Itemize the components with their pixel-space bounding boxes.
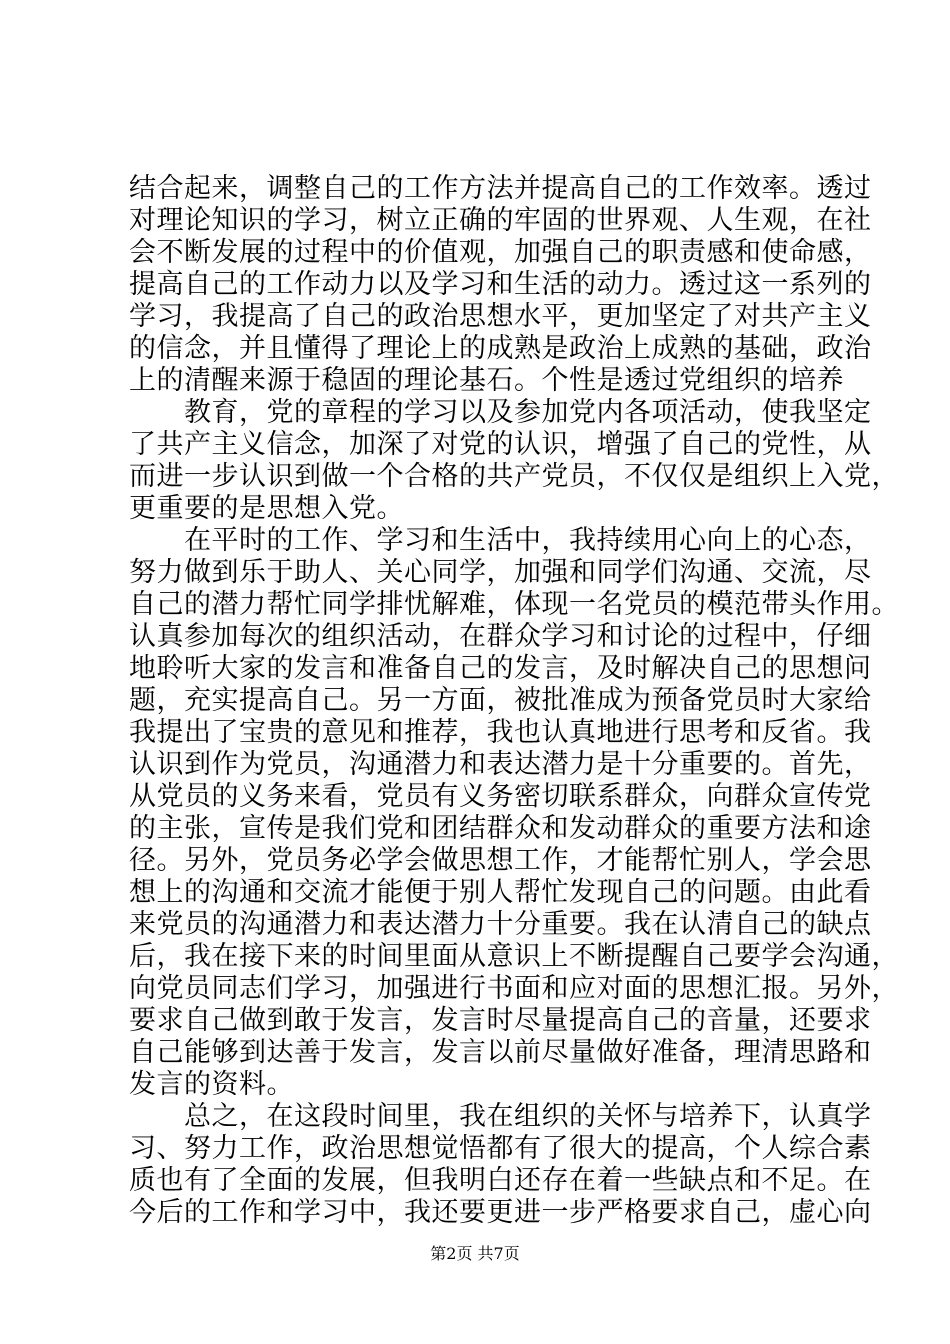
text-line: 题，充实提高自己。另一方面，被批准成为预备党员时大家给 [129, 685, 872, 716]
text-line: 教育，党的章程的学习以及参加党内各项活动，使我坚定 [129, 397, 872, 428]
text-line: 结合起来，调整自己的工作方法并提高自己的工作效率。透过 [129, 173, 872, 204]
text-line: 在平时的工作、学习和生活中，我持续用心向上的心态， [129, 525, 872, 556]
document-body [129, 173, 899, 1229]
text-line: 总之，在这段时间里，我在组织的关怀与培养下，认真学 [129, 1101, 872, 1132]
text-line: 自己的潜力帮忙同学排忧解难，体现一名党员的模范带头作用。 [129, 589, 899, 620]
text-line: 我提出了宝贵的意见和推荐，我也认真地进行思考和反省。我 [129, 717, 872, 748]
text-line: 认真参加每次的组织活动，在群众学习和讨论的过程中，仔细 [129, 621, 872, 652]
page-footer [0, 1244, 950, 1264]
text-line: 学习，我提高了自己的政治思想水平，更加坚定了对共产主义 [129, 301, 872, 332]
text-line: 径。另外，党员务必学会做思想工作，才能帮忙别人，学会思 [129, 845, 872, 876]
text-line: 来党员的沟通潜力和表达潜力十分重要。我在认清自己的缺点 [129, 909, 872, 940]
text-line: 而进一步认识到做一个合格的共产党员，不仅仅是组织上入党， [129, 461, 899, 492]
text-line: 会不断发展的过程中的价值观，加强自己的职责感和使命感， [129, 237, 872, 268]
text-line: 习、努力工作，政治思想觉悟都有了很大的提高，个人综合素 [129, 1133, 872, 1164]
text-line: 的主张，宣传是我们党和团结群众和发动群众的重要方法和途 [129, 813, 872, 844]
text-line: 向党员同志们学习，加强进行书面和应对面的思想汇报。另外， [129, 973, 899, 1004]
text-line: 从党员的义务来看，党员有义务密切联系群众，向群众宣传党 [129, 781, 872, 812]
text-line: 的信念，并且懂得了理论上的成熟是政治上成熟的基础，政治 [129, 333, 872, 364]
page-number-label: 第2页 共7页 [430, 1244, 520, 1263]
text-line: 今后的工作和学习中，我还要更进一步严格要求自己，虚心向 [129, 1197, 872, 1228]
text-line: 更重要的是思想入党。 [129, 493, 404, 524]
text-line: 提高自己的工作动力以及学习和生活的动力。透过这一系列的 [129, 269, 872, 300]
text-line: 努力做到乐于助人、关心同学，加强和同学们沟通、交流，尽 [129, 557, 872, 588]
text-line: 对理论知识的学习，树立正确的牢固的世界观、人生观，在社 [129, 205, 872, 236]
text-line: 地聆听大家的发言和准备自己的发言，及时解决自己的思想问 [129, 653, 872, 684]
text-line: 质也有了全面的发展，但我明白还存在着一些缺点和不足。在 [129, 1165, 872, 1196]
text-line: 自己能够到达善于发言，发言以前尽量做好准备，理清思路和 [129, 1037, 872, 1068]
text-line: 后，我在接下来的时间里面从意识上不断提醒自己要学会沟通， [129, 941, 899, 972]
text-line: 要求自己做到敢于发言，发言时尽量提高自己的音量，还要求 [129, 1005, 872, 1036]
text-line: 了共产主义信念，加深了对党的认识，增强了自己的党性，从 [129, 429, 872, 460]
text-line: 认识到作为党员，沟通潜力和表达潜力是十分重要的。首先， [129, 749, 872, 780]
text-line: 发言的资料。 [129, 1069, 294, 1100]
text-line: 想上的沟通和交流才能便于别人帮忙发现自己的问题。由此看 [129, 877, 872, 908]
text-line: 上的清醒来源于稳固的理论基石。个性是透过党组织的培养 [129, 365, 844, 396]
